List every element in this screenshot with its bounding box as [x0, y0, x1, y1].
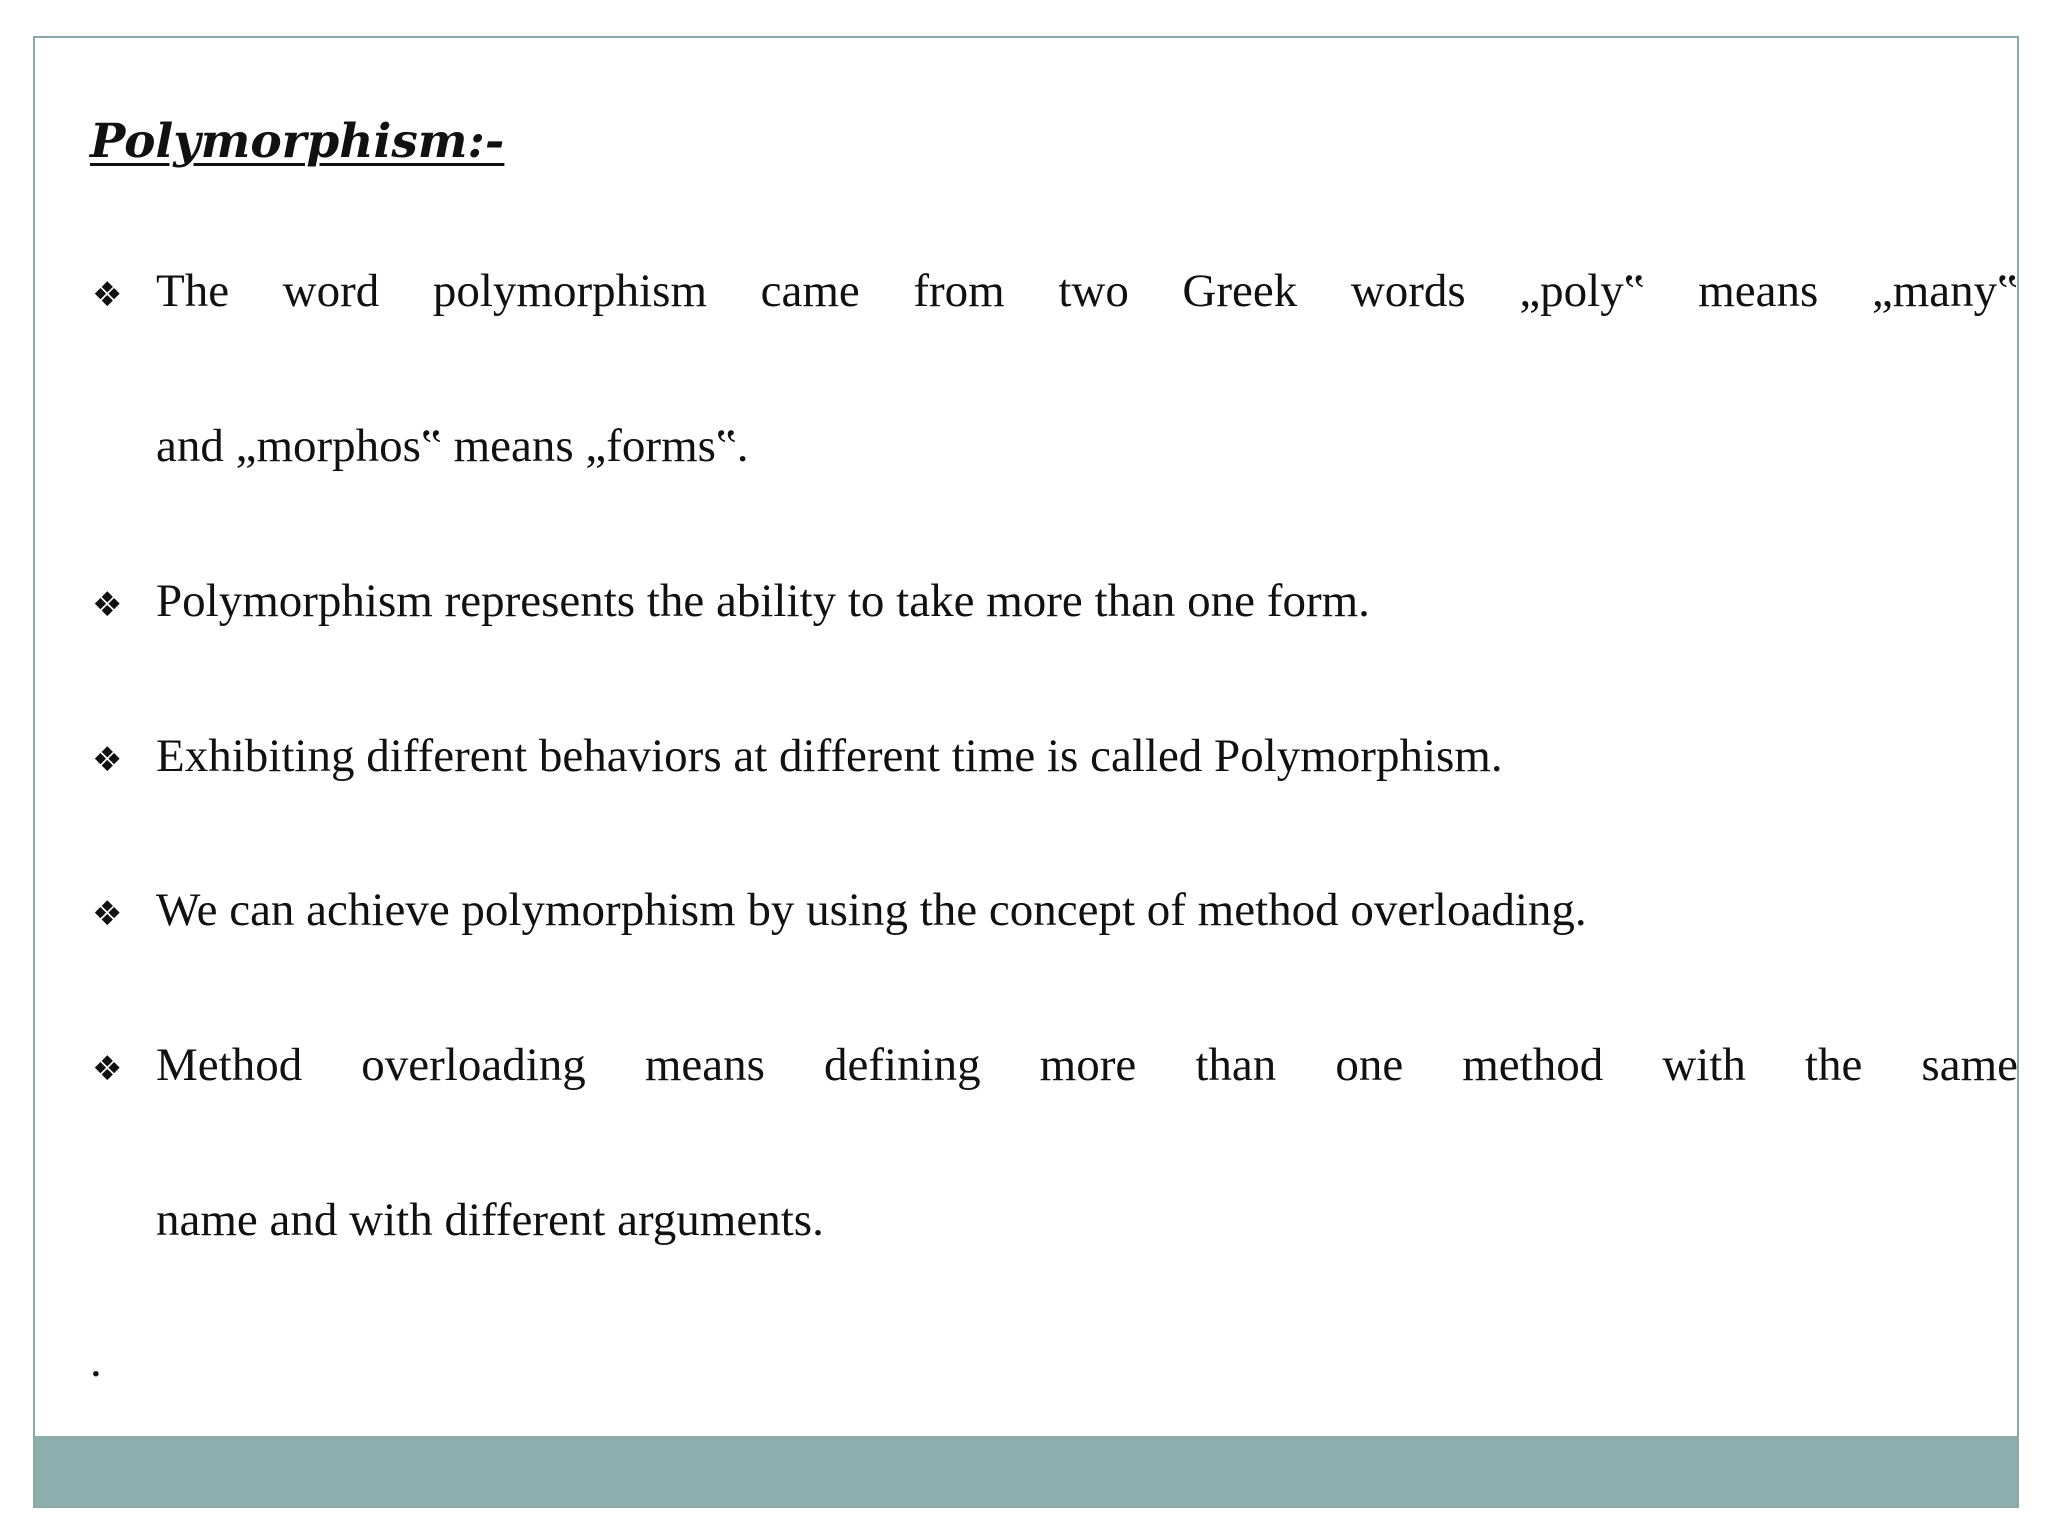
bullet-text-line: We can achieve polymorphism by using the concept of method overloading.: [156, 884, 1587, 936]
diamond-bullet-icon: ❖: [92, 275, 123, 315]
bullet-text-line: name and with different arguments.: [156, 1194, 824, 1246]
diamond-bullet-icon: ❖: [92, 740, 123, 780]
bullet-text-line: The word polymorphism came from two Greek words „poly‟ means „many‟: [156, 265, 2018, 317]
bullet-text-line: Exhibiting different behaviors at different time is called Polymorphism.: [156, 730, 1503, 782]
bullet-text-line: Method overloading means defining more than one method with the same: [156, 1039, 2018, 1091]
diamond-bullet-icon: ❖: [92, 585, 123, 625]
slide: [33, 36, 2019, 1508]
bullet-text-line: and „morphos‟ means „forms‟.: [156, 420, 749, 472]
diamond-bullet-icon: ❖: [92, 1049, 123, 1089]
footer-bar: [35, 1436, 2017, 1506]
slide-title: Polymorphism:-: [90, 114, 505, 169]
bullet-text-line: Polymorphism represents the ability to take more than one form.: [156, 575, 1370, 627]
trailing-period: .: [90, 1335, 102, 1387]
diamond-bullet-icon: ❖: [92, 894, 123, 934]
